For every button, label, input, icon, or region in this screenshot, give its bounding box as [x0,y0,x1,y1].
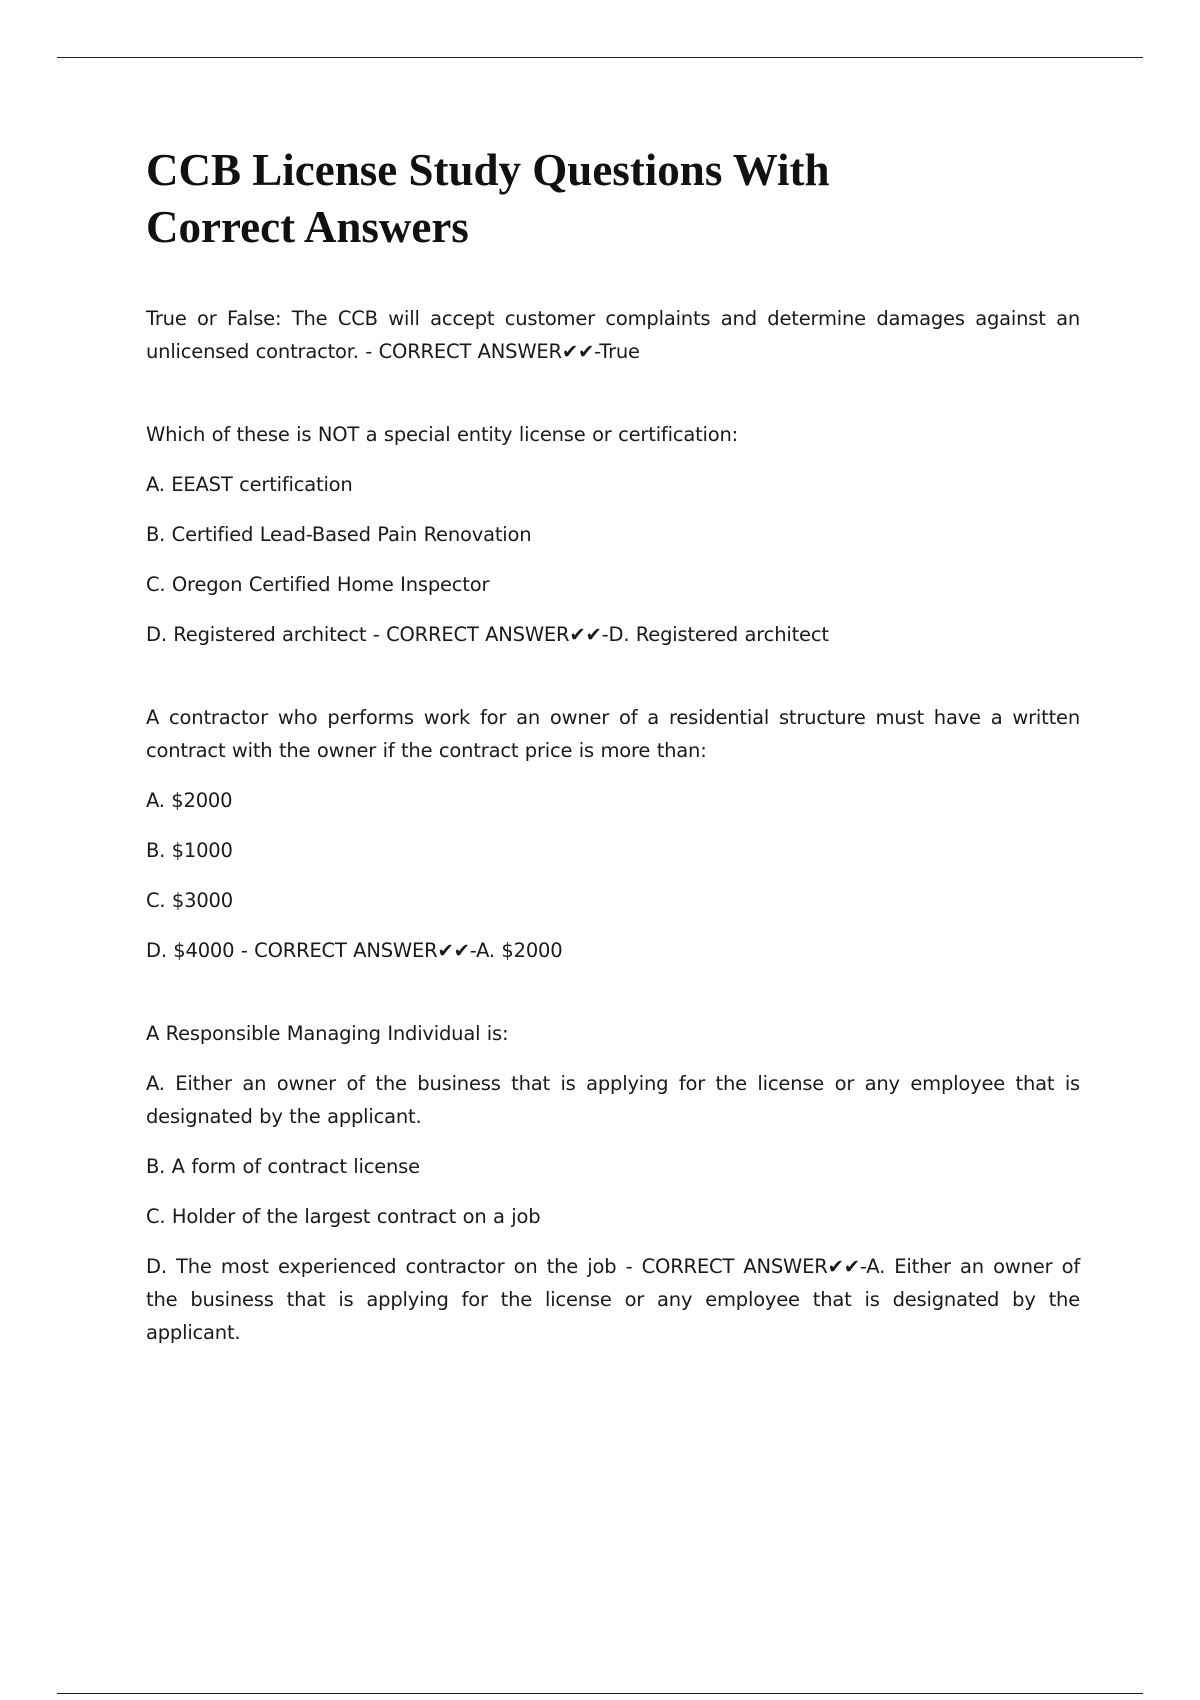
header-rule [57,57,1143,58]
question-text: Which of these is NOT a special entity license or certification: [146,423,738,446]
answer-option: A. EEAST certification [146,473,353,496]
question-3 [146,701,1080,967]
answer-option: C. Holder of the largest contract on a job [146,1205,541,1228]
question-text: A contractor who performs work for an owner of a residential structure must have a written contract with the owner if the contract price is more than: [146,706,1080,762]
answer-option: A. Either an owner of the business that is applying for the license or any employee that is designated by the applicant. [146,1072,1080,1128]
footer-rule [57,1693,1143,1694]
title-line-2: Correct Answers [146,202,469,252]
answer-option: D. Registered architect - CORRECT ANSWER✔✔-D. Registered architect [146,623,829,646]
answer-option: B. A form of contract license [146,1155,420,1178]
document-body [146,142,1080,1399]
question-text: A Responsible Managing Individual is: [146,1022,509,1045]
answer-option: D. The most experienced contractor on the job - CORRECT ANSWER✔✔-A. Either an owner of the business that is applying for the license or any employee that is designated by the applicant. [146,1255,1080,1344]
answer-option: C. Oregon Certified Home Inspector [146,573,490,596]
answer-option: C. $3000 [146,889,233,912]
answer-option: A. $2000 [146,789,233,812]
question-text: True or False: The CCB will accept customer complaints and determine damages against an unlicensed contractor. - CORRECT ANSWER✔✔-True [146,307,1080,363]
question-1 [146,302,1080,368]
answer-option: B. $1000 [146,839,233,862]
question-4 [146,1017,1080,1349]
answer-option: B. Certified Lead-Based Pain Renovation [146,523,532,546]
question-2 [146,418,1080,651]
title-line-1: CCB License Study Questions With [146,145,830,195]
answer-option: D. $4000 - CORRECT ANSWER✔✔-A. $2000 [146,939,563,962]
document-title [146,142,1080,256]
